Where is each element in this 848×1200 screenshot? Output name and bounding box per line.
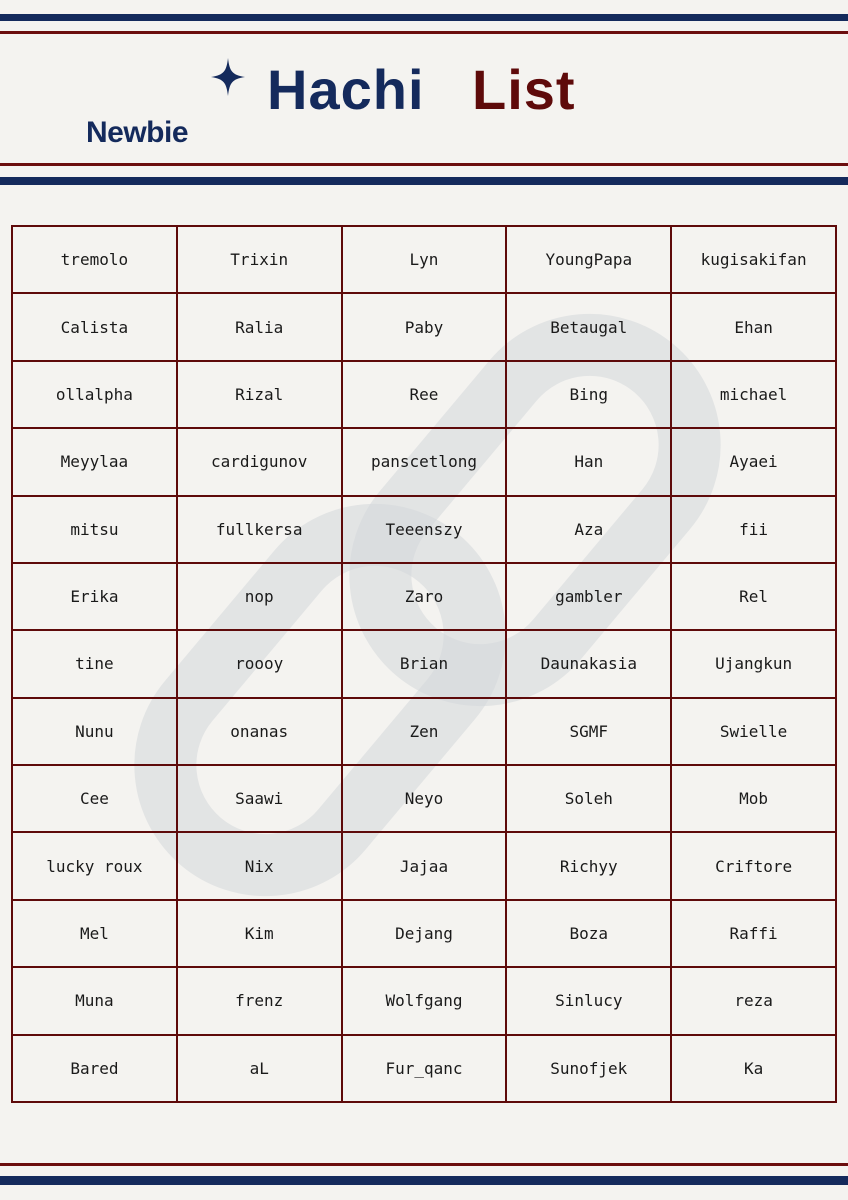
table-cell: Meyylaa [12,428,177,495]
table-row [12,563,836,630]
table-cell: Sunofjek [506,1035,671,1103]
table-cell: roooy [177,630,342,697]
table-row [12,698,836,765]
table-cell: Erika [12,563,177,630]
bottom-band-navy [0,1176,848,1185]
table-cell: nop [177,563,342,630]
table-cell: frenz [177,967,342,1034]
table-cell: Jajaa [342,832,507,899]
table-cell: Daunakasia [506,630,671,697]
table-row [12,900,836,967]
table-cell: tine [12,630,177,697]
table-cell: Criftore [671,832,836,899]
table-cell: Calista [12,293,177,360]
table-cell: Ayaei [671,428,836,495]
table-cell: Ralia [177,293,342,360]
table-cell: ollalpha [12,361,177,428]
table-row [12,428,836,495]
table-cell: Brian [342,630,507,697]
table-cell: Saawi [177,765,342,832]
table-row [12,630,836,697]
page-title-hachi: Hachi [267,58,425,121]
table-cell: Cee [12,765,177,832]
table-cell: Nunu [12,698,177,765]
hachi-list-table [11,225,837,1103]
table-cell: reza [671,967,836,1034]
top-band-navy [0,14,848,21]
table-cell: Betaugal [506,293,671,360]
bottom-band-maroon [0,1163,848,1166]
table-cell: Paby [342,293,507,360]
table-cell: lucky roux [12,832,177,899]
page-subtitle: Newbie [86,116,189,149]
table-cell: Raffi [671,900,836,967]
table-cell: Zaro [342,563,507,630]
table-cell: panscetlong [342,428,507,495]
sparkle-icon [211,58,245,96]
table-cell: Nix [177,832,342,899]
table-cell: SGMF [506,698,671,765]
table-row [12,226,836,293]
table-cell: Muna [12,967,177,1034]
table-cell: onanas [177,698,342,765]
table-cell: Wolfgang [342,967,507,1034]
table-cell: Aza [506,496,671,563]
table-cell: kugisakifan [671,226,836,293]
table-cell: Rel [671,563,836,630]
table-cell: Kim [177,900,342,967]
table-cell: Trixin [177,226,342,293]
table-cell: Mob [671,765,836,832]
table-cell: mitsu [12,496,177,563]
table-cell: michael [671,361,836,428]
table-row [12,361,836,428]
table-cell: Sinlucy [506,967,671,1034]
table-row [12,293,836,360]
table-cell: Dejang [342,900,507,967]
table-cell: gambler [506,563,671,630]
table-cell: Lyn [342,226,507,293]
table-row [12,496,836,563]
table-cell: Teeenszy [342,496,507,563]
table-cell: Han [506,428,671,495]
table-cell: Zen [342,698,507,765]
page-title-list: List [472,58,576,121]
table-cell: Ree [342,361,507,428]
table-cell: fii [671,496,836,563]
table-cell: Richyy [506,832,671,899]
header-band-maroon [0,163,848,166]
table-cell: aL [177,1035,342,1103]
table-cell: Soleh [506,765,671,832]
table-cell: Mel [12,900,177,967]
table-cell: fullkersa [177,496,342,563]
table-cell: Bared [12,1035,177,1103]
table-cell: Ehan [671,293,836,360]
table-row [12,765,836,832]
table-cell: Rizal [177,361,342,428]
table-cell: Ujangkun [671,630,836,697]
top-band-maroon [0,31,848,34]
table-cell: YoungPapa [506,226,671,293]
table-cell: Ka [671,1035,836,1103]
table-row [12,1035,836,1103]
table-cell: Fur_qanc [342,1035,507,1103]
table-cell: Bing [506,361,671,428]
table-row [12,832,836,899]
table-cell: cardigunov [177,428,342,495]
header-band-navy [0,177,848,185]
table-cell: Boza [506,900,671,967]
table-cell: tremolo [12,226,177,293]
table-row [12,967,836,1034]
table-cell: Neyo [342,765,507,832]
table-cell: Swielle [671,698,836,765]
